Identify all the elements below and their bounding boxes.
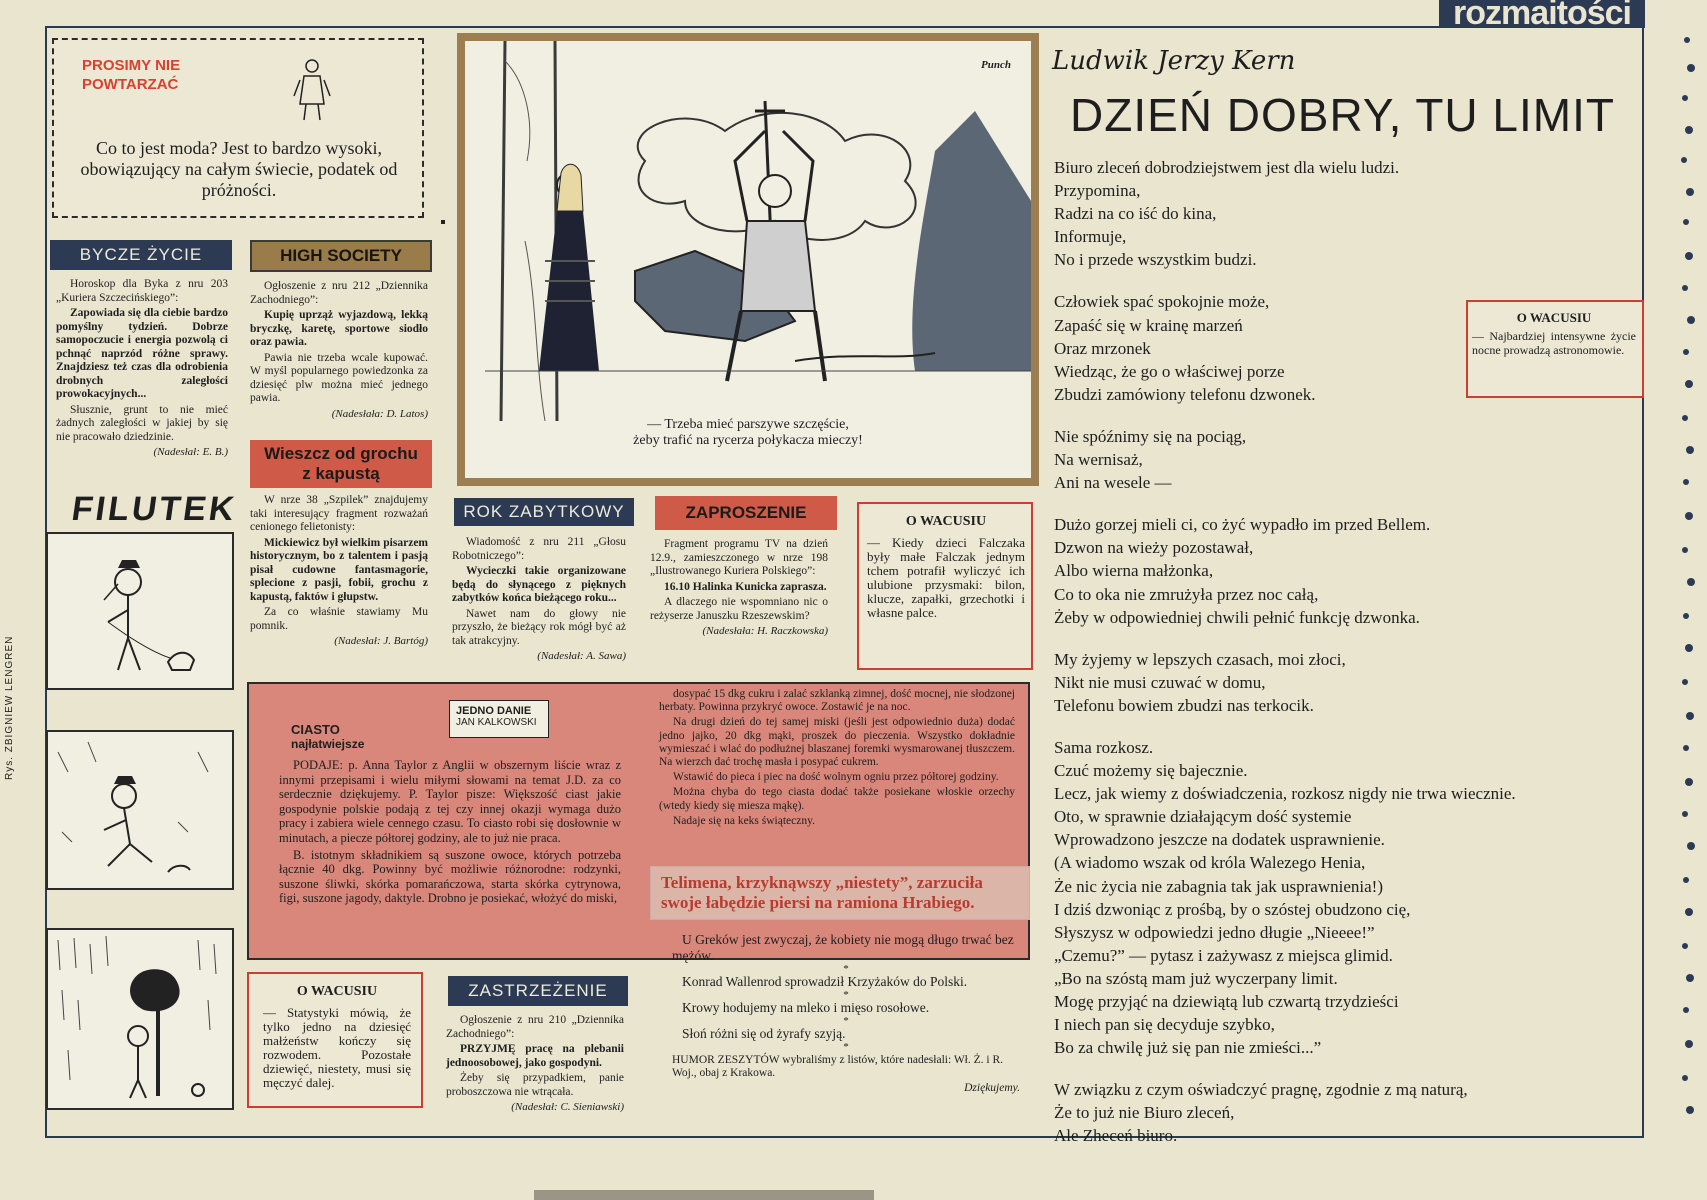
poem-line: I niech pan się decyduje szybko, [1054,1015,1275,1035]
wacus-box-2-title: O WACUSIU [1516,310,1592,325]
wacus-box-3-text: — Statystyki mówią, że tylko jedno na dziesięć małżeństw kończy się rozwodem. Pozostałe dziewięć, niestety, musi się męczyć dalej. [263,1005,411,1090]
stanza-gap [1054,629,1634,648]
poem-line: Wiedząc, że go o właściwej porze [1054,361,1285,381]
filutek-panel-2 [46,730,234,890]
lady-figure-icon [290,56,334,124]
wacus-box-3-title: O WACUSIU [296,984,378,999]
poem-line: I dziś dzwoniąc z prośbą, by o szóstej obudzono cię, [1054,899,1411,919]
knight-swallowing-sword-drawing [465,41,1031,421]
high-society-header: HIGH SOCIETY [250,240,432,272]
poem-line: W związku z czym oświadczyć pragnę, zgodnie z mą naturą, [1054,1080,1468,1100]
poem-line: Człowiek spać spokojnie może, [1054,292,1270,312]
poem-line: Albo wierna małżonka, [1054,561,1214,581]
stanza-gap [1054,271,1634,290]
wacus-box-1-text: — Kiedy dzieci Falczaka były małe Falczak jednym tchem potrafił wyliczyć ich ulubione przysmaki: bilon, klucze, zapałki, grzechotki i własne palce. [867,535,1025,620]
poem-line: Mogę przyjąć na dziewiątą lub czwartą trzydzieści [1054,992,1399,1011]
poem-line: Lecz, jak wiemy z doświadczenia, rozkosz nigdy nie trwa wiecznie. [1054,784,1516,804]
high-society-column: Ogłoszenie z nru 212 „Dziennika Zachodniego”: Kupię uprząż wyjazdową, lekką bryczkę, karetę, sportowe siodło oraz pawia. Pawia nie trzeba wcale kupować. W myśl popularnego powiedzonka za dziesięć plw można mieć jednego pawia. (Nadesłała: D. Latos) [250,280,428,420]
poem-author: Ludwik Jerzy Kern [1052,46,1296,76]
humor-zeszytow-section [650,866,1030,1114]
knight-cartoon [457,33,1039,486]
zastrzezenie-header: ZASTRZEŻENIE [448,976,628,1006]
poem-line: Czuć możemy się bajecznie. [1054,761,1248,781]
poem-line: „Czemu?” — pytasz i zażywasz z miejsca glimid. [1054,945,1393,965]
poem-line: Na wernisaż, [1054,450,1143,470]
poem-line: Informuje, [1054,227,1127,247]
dog-walker-drawing [48,534,232,688]
humor-headline: Telimena, krzyknąwszy „niestety”, zarzuciła swoje łabędzie piersi na ramiona Hrabiego. [650,866,1030,920]
stanza-gap [1054,406,1634,425]
stanza-gap [1054,717,1634,736]
dot-border-decoration [1667,20,1703,1120]
poem-line: Sama rozkosz. [1054,737,1154,757]
poem-line: Przypomina, [1054,181,1141,201]
rok-zabytkowy-header: ROK ZABYTKOWY [454,498,634,526]
star-separator: * [843,1041,849,1053]
stanza-gap [1054,494,1634,513]
poem-line: Dużo gorzej mieli ci, co żyć wypadło im przed Bellem. [1054,515,1431,535]
poem-line: Nie spóźnimy się na pociąg, [1054,426,1247,446]
poem-line: No i przede wszystkim budzi. [1054,250,1257,270]
poem-line: Że nic życia nie zabagnia tak jak usprawnienia!) [1054,876,1383,896]
zaproszenie-column: Fragment programu TV na dzień 12.9., zamieszczonego w nrze 198 „Ilustrowanego Kuriera Polskiego”: 16.10 Halinka Kunicka zaprasza. A dlaczego nie wspomniano nic o reżyserze Januszku Rzeszewskim? (Nadesłała: H. Raczkowska) [650,538,828,637]
cartoon-caption: — Trzeba mieć parszywe szczęście, żeby trafić na rycerza połykacza mieczy! [633,417,863,448]
poem-line: Słyszysz w odpowiedzi jedno długie „Nieeee!” [1054,922,1375,942]
poem-line: Co to oka nie zmrużyła przez noc całą, [1054,584,1319,604]
poem-line: Nikt nie musi czuwać w domu, [1054,672,1266,692]
poem-line: Bo za chwilę już się pan nie zmieści...” [1054,1038,1322,1058]
rainy-tree-drawing [48,930,232,1108]
jedno-danie-logo: JEDNO DANIE JAN KALKOWSKI [449,700,549,738]
poem-line: (A wiadomo wszak od króla Walezego Henia, [1054,853,1366,873]
star-separator: * [843,1015,849,1027]
filutek-logo: FILUTEK [69,490,240,528]
wacus-box-1-title: O WACUSIU [905,514,987,529]
poem-line: Telefonu bowiem zbudzi nas terkocik. [1054,695,1314,715]
wieszcz-header: Wieszcz od grochu z kapustą [250,440,432,488]
filutek-panel-3 [46,928,234,1110]
poem-line: Oraz mrzonek [1054,338,1151,358]
poem-line: Ale Zheceń biuro. [1054,1126,1178,1146]
cartoon-signature: Punch [981,59,1011,71]
masthead: rozmaitości [1439,0,1645,28]
poem-line: Wprowadzono jeszcze na dodatek usprawnienie. [1054,830,1385,850]
ciasto-column-left: PODAJE: p. Anna Taylor z Anglii w obszernym liście wraz z innymi przepisami i wielu miłymi słowami na temat J.D. za co serdecznie dziękujemy. P. Taylor pisze: Większość ciast jakie gospodynie polskie podają z tej czy innej okazji wymaga dużo pracy i zabiera wiele cennego czasu. To ciasto robi się dosłownie w minutach, a piecze półtorej godziny, ale to już nie praca. B. istotnym składnikiem są suszone owoce, których potrzeba łącznie 40 dkg. Powinny być możliwie różnorodne: rodzynki, suszone śliwki, skórka pomarańczowa, starta skórka cytrynowa, figi, suszone jagody, daktyle. Drobno je posiekać, włożyć do miski, [279,758,621,906]
bottom-strip [534,1190,874,1200]
prosimy-box [52,38,424,218]
poem-line: Biuro zleceń dobrodziejstwem jest dla wielu ludzi. [1054,158,1400,177]
running-man-drawing [48,732,232,888]
filutek-panel-1 [46,532,234,690]
poem-line: Zbudzi zamówiony telefonu dzwonek. [1054,384,1316,404]
rok-zabytkowy-column: Wiadomość z nru 211 „Głosu Robotniczego”: Wycieczki takie organizowane będą do słynącego z pięknych zabytków końca bieżącego roku... Nawet nam do głowy nie przyszło, że bieżący rok mógł być aż tak atrakcyjny. (Nadesłał: A. Sawa) [452,536,626,662]
bycze-header: BYCZE ŻYCIE [50,240,232,270]
poem-line: Ani na wesele — [1054,473,1172,493]
ciasto-column-right: dosypać 15 dkg cukru i zalać szklanką zimnej, dość mocnej, nie słodzonej herbaty. Powinna przykryć owoce. Zostawić je na noc. Na drugi dzień do tej samej miski (jeśli jest odpowiednio duża) dodać jedno jajko, 20 dkg mąki, proszek do pieczenia. Wszystko dokładnie wymieszać i wlać do podłużnej blaszanej foremki wysmarowanej tłuszczem. Na wierzch dać trochę masła i posypać cukrem. Wstawić do pieca i piec na dość wolnym ogniu przez półtorej godziny. Można chyba do tego ciasta dodać także posiekane włoskie orzechy (wtedy kiedy się miesza mąkę). Nadaje się na keks świąteczny. [659,688,1015,827]
poem-title: DZIEŃ DOBRY, TU LIMIT [1070,89,1615,141]
wacus-box-1 [857,502,1033,670]
prosimy-text: Co to jest moda? Jest to bardzo wysoki, obowiązujący na całym świecie, podatek od próżności. [80,138,398,200]
wacus-box-2-text: — Najbardziej intensywne życie nocne prowadzą astronomowie. [1472,329,1636,357]
poem-line: Że to już nie Biuro zleceń, [1054,1103,1235,1123]
prosimy-title: PROSIMY NIE POWTARZAĆ [82,57,181,93]
poem-line: „Bo na szóstą mam już wyczerpany limit. [1054,968,1338,988]
ciasto-title: CIASTO najłatwiejsze [291,722,365,751]
poem-line: Oto, w sprawnie działającym dość systemie [1054,807,1352,827]
wacus-box-3 [247,972,423,1108]
poem-line: Dzwon na wieży pozostawał, [1054,538,1254,558]
humor-items: U Greków jest zwyczaj, że kobiety nie mogą długo trwać bez mężów. * Konrad Wallenrod sprowadził Krzyżaków do Polski. * Krowy hodujemy na mleko i mięso rosołowe. * Słoń różni się od żyrafy szyją. * HUMOR ZESZYTÓW wybraliśmy z listów, które nadesłali: Wł. Ż. i R. Woj., obaj z Krakowa. Dziękujemy. [672,932,1020,1094]
star-separator: * [843,989,849,1001]
poem-line: Zapaść się w krainę marzeń [1054,315,1243,335]
star-separator: * [843,963,849,975]
poem-line: Żeby w odpowiedniej chwili pełnić funkcję dzwonka. [1054,607,1420,627]
illustrator-credit: Rys. ZBIGNIEW LENGREN [4,635,15,780]
bycze-column: Horoskop dla Byka z nru 203 „Kuriera Szczecińskiego”: Zapowiada się dla ciebie bardzo pomyślny tydzień. Dobrze samopoczucie i energia pozwolą ci pchnąć naprzód różne sprawy. Znajdziesz też czas dla odrobienia drobnych zaległości prowokacyjnych... Słusznie, grunt to nie mieć żadnych zaległości w jakiej by się nie pracowało dziedzinie. (Nadesłał: E. B.) [56,278,228,458]
zaproszenie-header: ZAPROSZENIE [655,496,837,530]
poem-line: Radzi na co iść do kina, [1054,204,1217,224]
zastrzezenie-column: Ogłoszenie z nru 210 „Dziennika Zachodniego”: PRZYJMĘ pracę na plebanii jednoosobowej, jako gospodyni. Żeby się przypadkiem, panie proboszczowa nie wtrącała. (Nadesłał: C. Sieniawski) [446,1014,624,1113]
poem-line: My żyjemy w lepszych czasach, moi złoci, [1054,649,1346,669]
wacus-box-2 [1466,300,1644,398]
bullet-dot [441,220,445,224]
wieszcz-column: W nrze 38 „Szpilek” znajdujemy taki interesujący fragment rozważań cenionego felietonisty: Mickiewicz był wielkim pisarzem historycznym, bo z talentem i pasją pisał cudowne fantasmagorie, splecione z pasji, fobii, grochu z kapustą, faktów i głupstw. Za co właśnie stawiamy Mu pomnik. (Nadesłał: J. Bartóg) [250,494,428,647]
stanza-gap [1054,1059,1634,1078]
